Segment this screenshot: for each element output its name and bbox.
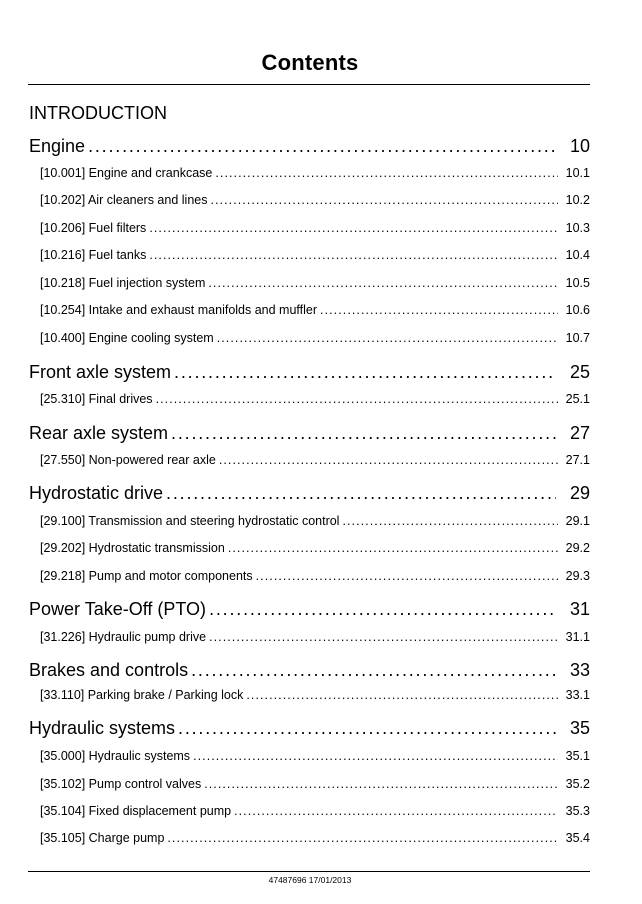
toc-section-row[interactable] (40, 630, 590, 644)
toc-page-number: 35.4 (565, 831, 590, 845)
toc-chapter-row[interactable] (29, 599, 590, 620)
toc-page-number: 35.2 (565, 777, 590, 791)
toc-section-row[interactable] (40, 688, 590, 702)
toc-chapter-row[interactable] (29, 718, 590, 739)
dot-leader (208, 276, 558, 290)
dot-leader (193, 749, 558, 763)
dot-leader (246, 688, 558, 702)
toc-entry-label: [10.216] Fuel tanks (40, 248, 147, 262)
toc-entry-label: [35.000] Hydraulic systems (40, 749, 191, 763)
toc-page-number: 10.1 (565, 166, 590, 180)
dot-leader (171, 423, 556, 444)
dot-leader (209, 599, 556, 620)
toc-page-number: 10.4 (565, 248, 590, 262)
toc-chapter-row[interactable] (29, 483, 590, 504)
toc-entry-label: [29.218] Pump and motor components (40, 569, 253, 583)
toc-entry-label: [35.104] Fixed displacement pump (40, 804, 232, 818)
toc-section-row[interactable] (40, 303, 590, 317)
toc-page-number: 10 (569, 136, 590, 156)
toc-section-row[interactable] (40, 392, 590, 406)
toc-page-number: 29.3 (565, 569, 590, 583)
toc-page-number: 35.3 (565, 804, 590, 818)
toc-page-number: 10.2 (565, 193, 590, 207)
toc-page-number: 25 (569, 362, 590, 382)
toc-page-number: 29.1 (565, 514, 590, 528)
toc-section-row[interactable] (40, 541, 590, 555)
toc-page-number: 31.1 (565, 630, 590, 644)
toc-section-row[interactable] (40, 569, 590, 583)
toc-section-row[interactable] (40, 514, 590, 528)
toc-chapter-row[interactable] (29, 660, 590, 681)
toc-section-row[interactable] (40, 166, 590, 180)
dot-leader (149, 248, 558, 262)
toc-entry-label: [10.001] Engine and crankcase (40, 166, 213, 180)
dot-leader (209, 630, 558, 644)
toc-chapter-row[interactable] (29, 136, 590, 157)
toc-chapter-row[interactable] (29, 362, 590, 383)
toc-page-number: 25.1 (565, 392, 590, 406)
dot-leader (228, 541, 558, 555)
toc-section-row[interactable] (40, 453, 590, 467)
toc-entry-label: Front axle system (29, 362, 172, 382)
dot-leader (88, 136, 556, 157)
toc-page-number: 10.3 (565, 221, 590, 235)
toc-entry-label: Hydraulic systems (29, 718, 176, 738)
footer-rule (28, 871, 590, 872)
dot-leader (342, 514, 558, 528)
toc-page-number: 27.1 (565, 453, 590, 467)
dot-leader (149, 221, 558, 235)
dot-leader (166, 483, 556, 504)
toc-page-number: 27 (569, 423, 590, 443)
toc-entry-label: [25.310] Final drives (40, 392, 153, 406)
page-title: Contents (261, 50, 359, 75)
toc-entry-label: Brakes and controls (29, 660, 189, 680)
toc-page-number: 35.1 (565, 749, 590, 763)
toc-page-number: 10.5 (565, 276, 590, 290)
toc-chapter-row[interactable] (29, 423, 590, 444)
dot-leader (234, 804, 558, 818)
toc-entry-label: Power Take-Off (PTO) (29, 599, 207, 619)
dot-leader (219, 453, 558, 467)
toc-entry-label: [10.202] Air cleaners and lines (40, 193, 208, 207)
dot-leader (174, 362, 556, 383)
toc-section-row[interactable] (40, 804, 590, 818)
toc-page-number: 33 (569, 660, 590, 680)
introduction-link[interactable]: INTRODUCTION (29, 103, 167, 123)
toc-entry-label: [27.550] Non-powered rear axle (40, 453, 216, 467)
toc-entry-label: [10.254] Intake and exhaust manifolds and muffler (40, 303, 318, 317)
toc-entry-label: [29.202] Hydrostatic transmission (40, 541, 225, 555)
toc-entry-label: [35.105] Charge pump (40, 831, 165, 845)
toc-page-number: 10.7 (565, 331, 590, 345)
dot-leader (320, 303, 558, 317)
toc-entry-label: [10.218] Fuel injection system (40, 276, 206, 290)
toc-section-row[interactable] (40, 248, 590, 262)
dot-leader (215, 166, 558, 180)
dot-leader (167, 831, 558, 845)
toc-section-row[interactable] (40, 331, 590, 345)
dot-leader (256, 569, 558, 583)
toc-page-number: 33.1 (565, 688, 590, 702)
toc-entry-label: [29.100] Transmission and steering hydrostatic control (40, 514, 340, 528)
toc-page-number: 35 (569, 718, 590, 738)
dot-leader (217, 331, 558, 345)
toc-entry-label: Engine (29, 136, 86, 156)
footer-doc-number: 47487696 17/01/2013 (268, 875, 352, 885)
toc-entry-label: Rear axle system (29, 423, 169, 443)
toc-section-row[interactable] (40, 193, 590, 207)
dot-leader (210, 193, 558, 207)
toc-entry-label: [10.400] Engine cooling system (40, 331, 214, 345)
toc-entry-label: [35.102] Pump control valves (40, 777, 202, 791)
toc-page-number: 31 (569, 599, 590, 619)
dot-leader (204, 777, 558, 791)
toc-entry-label: [33.110] Parking brake / Parking lock (40, 688, 244, 702)
toc-section-row[interactable] (40, 276, 590, 290)
toc-page-number: 29 (569, 483, 590, 503)
toc-entry-label: [31.226] Hydraulic pump drive (40, 630, 207, 644)
toc-section-row[interactable] (40, 749, 590, 763)
toc-section-row[interactable] (40, 221, 590, 235)
toc-entry-label: Hydrostatic drive (29, 483, 164, 503)
toc-page-number: 29.2 (565, 541, 590, 555)
dot-leader (156, 392, 558, 406)
toc-page-number: 10.6 (565, 303, 590, 317)
toc-entry-label: [10.206] Fuel filters (40, 221, 147, 235)
toc-section-row[interactable] (40, 777, 590, 791)
toc-section-row[interactable] (40, 831, 590, 845)
dot-leader (191, 660, 556, 681)
dot-leader (178, 718, 556, 739)
